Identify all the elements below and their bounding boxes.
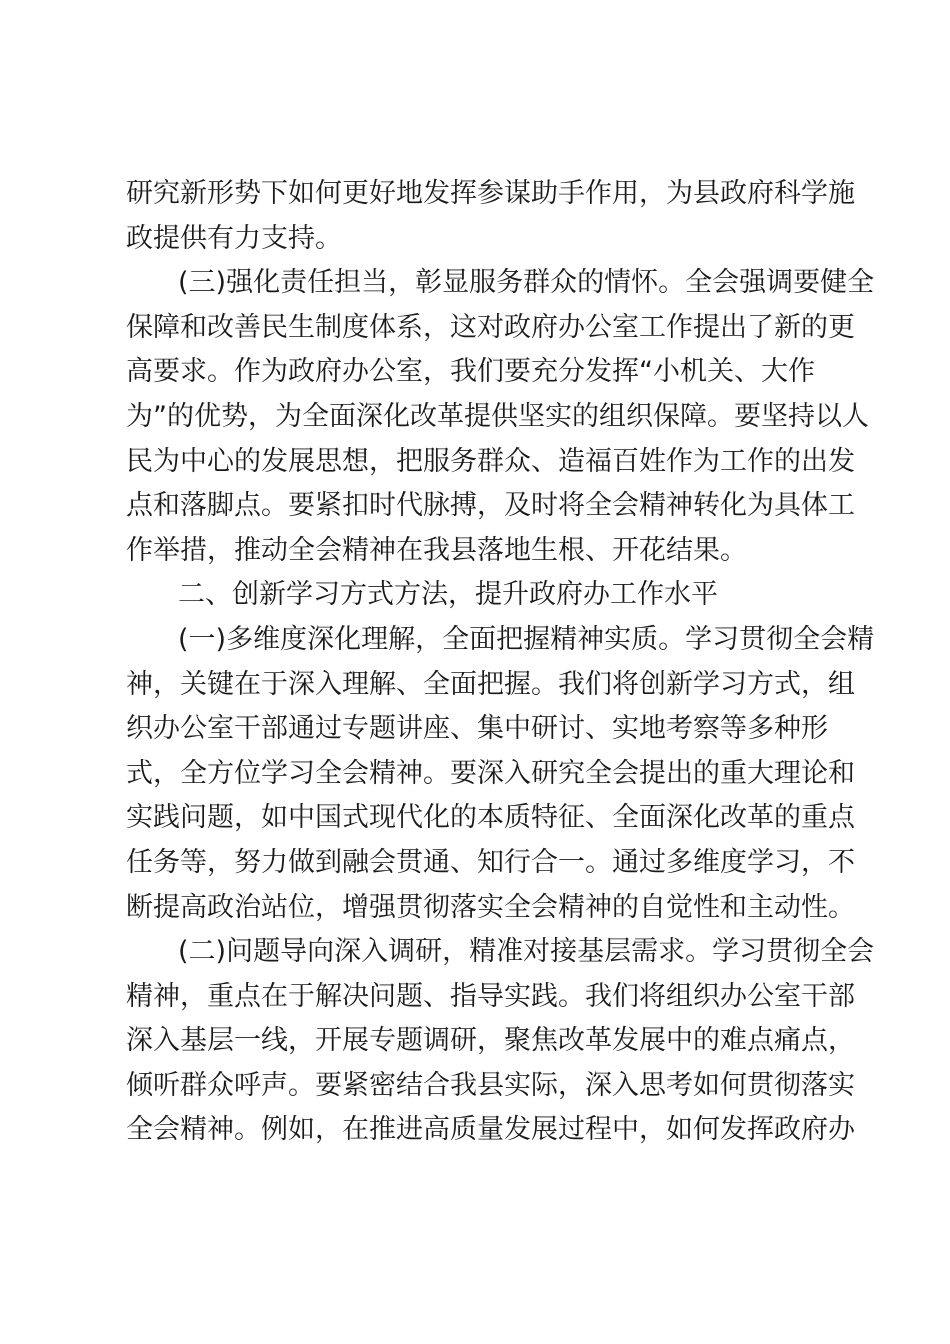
document-line: 点和落脚点。要紧扣时代脉搏，及时将全会精神转化为具体工 xyxy=(126,490,855,522)
document-line: 神，关键在于深入理解、全面把握。我们将创新学习方式，组 xyxy=(126,668,855,700)
document-line: 高要求。作为政府办公室，我们要充分发挥“小机关、大作 xyxy=(126,356,815,388)
document-line: 精神，重点在于解决问题、指导实践。我们将组织办公室干部 xyxy=(126,980,855,1012)
document-line: 织办公室干部通过专题讲座、集中研讨、实地考察等多种形 xyxy=(126,713,828,745)
document-line: 民为中心的发展思想，把服务群众、造福百姓作为工作的出发 xyxy=(126,445,855,477)
document-line: (一)多维度深化理解，全面把握精神实质。学习贯彻全会精 xyxy=(178,623,875,655)
document-line: 二、创新学习方式方法，提升政府办工作水平 xyxy=(178,579,718,611)
document-line: 研究新形势下如何更好地发挥参谋助手作用，为县政府科学施 xyxy=(126,178,855,209)
document-line: 任务等，努力做到融会贯通、知行合一。通过多维度学习，不 xyxy=(126,846,855,878)
document-line: 作举措，推动全会精神在我县落地生根、开花结果。 xyxy=(126,534,747,566)
document-line: 全会精神。例如，在推进高质量发展过程中，如何发挥政府办 xyxy=(126,1114,855,1146)
document-line: 政提供有力支持。 xyxy=(126,222,342,254)
document-line: 深入基层一线，开展专题调研，聚焦改革发展中的难点痛点， xyxy=(126,1025,855,1057)
document-line: 式，全方位学习全会精神。要深入研究全会提出的重大理论和 xyxy=(126,757,855,789)
document-line: (二)问题导向深入调研，精准对接基层需求。学习贯彻全会 xyxy=(178,936,875,968)
document-line: 为”的优势，为全面深化改革提供坚实的组织保障。要坚持以人 xyxy=(126,400,869,432)
document-line: (三)强化责任担当，彰显服务群众的情怀。全会强调要健全 xyxy=(178,267,875,299)
document-line: 保障和改善民生制度体系，这对政府办公室工作提出了新的更 xyxy=(126,311,855,343)
document-line: 实践问题，如中国式现代化的本质特征、全面深化改革的重点 xyxy=(126,802,855,834)
document-line: 断提高政治站位，增强贯彻落实全会精神的自觉性和主动性。 xyxy=(126,891,855,923)
document-body xyxy=(126,172,875,1153)
document-line: 倾听群众呼声。要紧密结合我县实际，深入思考如何贯彻落实 xyxy=(126,1069,855,1101)
